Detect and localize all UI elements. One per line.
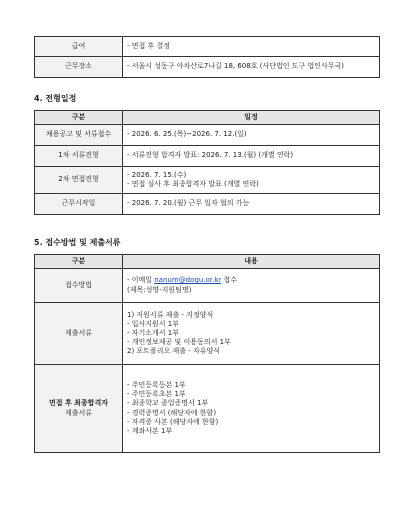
row-line: - 면접 심사 후 최종합격자 발표 (개별 연락) [127, 180, 259, 188]
col-header-category: 구분 [35, 111, 123, 125]
doc-line: - 자기소개서 1부 [127, 328, 180, 337]
final-line: - 최종학교 졸업증명서 1부 [127, 399, 209, 408]
table-row [35, 269, 380, 303]
final-line: - 주민등록등본 1부 [127, 381, 186, 390]
col-header-content: 내용 [123, 255, 380, 269]
row-label-method: 접수방법 [35, 269, 123, 303]
row-label: 채용공고 및 서류접수 [35, 125, 123, 146]
table-row [35, 146, 380, 167]
col-header-category: 구분 [35, 255, 123, 269]
section-4-title: 4. 전형일정 [34, 94, 77, 103]
final-line: - 자격증 사본 (해당자에 한함) [127, 417, 219, 426]
table-row [35, 365, 380, 453]
row-label: 근무시작일 [35, 194, 123, 215]
row-label-documents: 제출서류 [35, 303, 123, 365]
doc-line: 1) 지원서류 제출 - 지정양식 [127, 310, 214, 319]
table-row [35, 303, 380, 365]
method-note: (제목:성명-지원팀명) [127, 285, 192, 294]
table-row [35, 125, 380, 146]
row-line: - 2026. 6. 25.(목)~2026. 7. 12.(일) [127, 130, 247, 139]
row-value-location: - 서울시 성동구 아차산로7나길 18, 608호 (사단법인 도구 법인사무국) [123, 57, 380, 78]
final-line: - 경력증명서 (해당자에 한함) [127, 408, 217, 417]
table-row [35, 194, 380, 215]
schedule-table [34, 110, 380, 215]
col-header-schedule: 일정 [123, 111, 380, 125]
application-table [34, 254, 380, 453]
method-line: - 이메일 nanum@dogu.or.kr 접수 [127, 276, 237, 285]
info-table [34, 36, 380, 78]
doc-line: - 입사지원서 1부 [127, 319, 180, 328]
row-label: 2차 면접전형 [35, 167, 123, 194]
table-row [35, 57, 380, 78]
table-row [35, 167, 380, 194]
row-label-location: 근무장소 [35, 57, 123, 78]
final-line: - 계좌사본 1부 [127, 426, 173, 435]
doc-line: - 개인정보제공 및 이용동의서 1부 [127, 338, 231, 347]
email-link[interactable]: nanum@dogu.or.kr [154, 276, 222, 285]
table-header-row [35, 255, 380, 269]
row-value-pay: - 면접 후 결정 [123, 37, 380, 57]
row-label: 1차 서류전형 [35, 146, 123, 167]
row-label-pay: 급여 [35, 37, 123, 57]
row-line: - 2026. 7. 15.(수) [127, 170, 187, 179]
row-line: - 2026. 7. 20.(월) 근무 일자 협의 가능 [127, 199, 250, 208]
final-line: - 주민등록초본 1부 [127, 390, 186, 399]
row-label-final-bold: 면접 후 최종합격자 [49, 399, 108, 408]
section-5-title: 5. 접수방법 및 제출서류 [34, 238, 121, 247]
doc-line: 2) 포트폴리오 제출 - 자유양식 [127, 347, 220, 356]
row-line: - 서류전형 합격자 발표: 2026. 7. 13.(월) (개별 연락) [127, 151, 294, 160]
table-row [35, 37, 380, 57]
row-label-final: 제출서류 [64, 408, 93, 417]
table-header-row [35, 111, 380, 125]
